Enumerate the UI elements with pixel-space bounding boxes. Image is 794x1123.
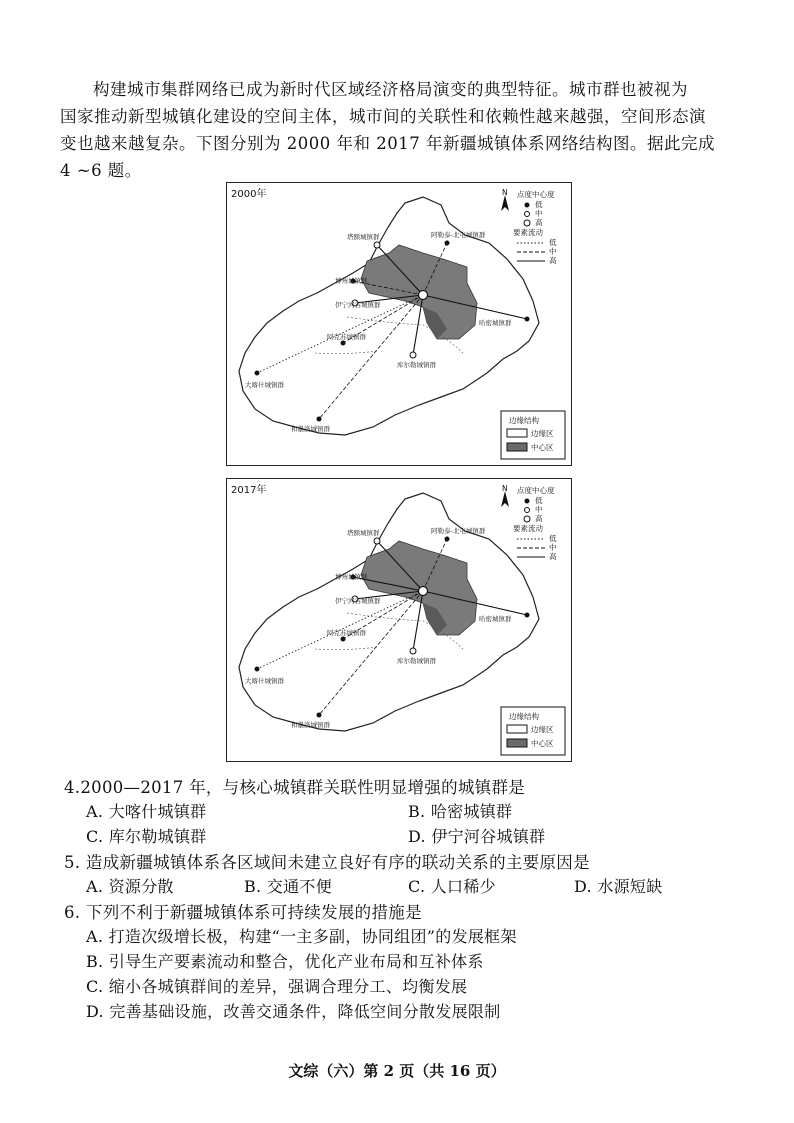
north-arrow-icon [501,484,509,507]
q6-option-c[interactable]: C. 缩小各城镇群间的差异，强调合理分工、均衡发展 [86,977,468,996]
legend-edge-swatch [507,429,527,437]
legend-structure [501,707,565,755]
legend-node-symbol [525,508,530,513]
map-year: 2000年 [231,189,267,200]
legend-top [513,189,557,265]
city-node-altay [445,537,449,541]
legend-text: 要素流动 [513,228,543,237]
city-node-altay [445,241,449,245]
city-node-tacheng [374,242,380,248]
legend-text: 中 [549,543,557,552]
legend-node-symbol [524,516,530,522]
q5-option-c[interactable]: C. 人口稀少 [408,877,496,896]
city-label-yining: 伊宁河谷城镇群 [335,301,381,309]
svg-text:N: N [502,484,508,493]
question-4-stem: 4.2000—2017 年，与核心城镇群关联性明显增强的城镇群是 [64,778,526,797]
legend-text: 高 [535,514,543,523]
q5-option-a[interactable]: A. 资源分散 [86,877,174,896]
q4-option-c[interactable]: C. 库尔勒城镇群 [86,827,207,846]
legend-text: 边缘区 [531,429,554,438]
city-label-hami: 哈密城镇群 [479,319,512,327]
city-node-tacheng [374,538,380,544]
legend-text: 边缘结构 [509,712,539,721]
legend-text: 点度中心度 [517,486,555,495]
city-label-tacheng: 塔额城镇群 [347,233,380,241]
legend-top [513,485,557,561]
legend-text: 边缘区 [531,725,554,734]
legend-center-swatch [507,739,527,747]
city-label-kashgar: 大喀什城镇群 [245,677,284,685]
legend-text: 高 [549,256,557,265]
q6-option-a[interactable]: A. 打造次级增长极，构建“一主多副，协同组团”的发展框架 [86,927,517,946]
city-label-aksu: 阿克苏城镇群 [327,629,366,637]
region-outline [239,493,539,731]
city-label-altay: 阿勒泰-北屯城镇群 [431,231,486,239]
legend-text: 中 [535,209,543,218]
legend-structure [501,411,565,459]
city-node-hotan [317,417,321,421]
legend-edge-swatch [507,725,527,733]
q6-option-b[interactable]: B. 引导生产要素流动和整合，优化产业布局和互补体系 [86,952,484,971]
legend-text: 低 [549,534,557,543]
city-label-bole: 博州城镇群 [335,277,368,285]
intro-line: 变也越来越复杂。下图分别为 2000 年和 2017 年新疆城镇体系网络结构图。据此完成 [60,134,715,153]
legend-text: 中心区 [531,739,554,748]
city-node-kashgar [255,371,259,375]
legend-text: 点度中心度 [517,190,555,199]
map-2000 [226,182,572,466]
city-node-korla [410,352,416,358]
city-label-bole: 博州城镇群 [335,573,368,581]
city-label-aksu: 阿克苏城镇群 [327,333,366,341]
city-label-yining: 伊宁河谷城镇群 [335,597,381,605]
legend-text: 高 [549,552,557,561]
city-label-hotan: 和墨洛城镇群 [291,721,330,729]
intro-line: 构建城市集群网络已成为新时代区域经济格局演变的典型特征。城市群也被视为 [93,80,688,99]
page-footer: 文综（六）第 2 页（共 16 页） [288,1062,506,1080]
city-node-kashgar [255,667,259,671]
city-label-hami: 哈密城镇群 [479,615,512,623]
q5-option-d[interactable]: D. 水源短缺 [574,877,663,896]
question-6-stem: 6. 下列不利于新疆城镇体系可持续发展的措施是 [64,903,422,922]
city-label-tacheng: 塔额城镇群 [347,529,380,537]
legend-text: 中心区 [531,443,554,452]
city-label-altay: 阿勒泰-北屯城镇群 [431,527,486,535]
q5-option-b[interactable]: B. 交通不便 [244,877,333,896]
city-node-aksu [341,637,345,641]
core-city-node [419,291,428,300]
city-node-korla [410,648,416,654]
legend-node-symbol [525,212,530,217]
core-city-node [419,587,428,596]
north-arrow-icon [501,188,509,211]
intro-paragraph [60,76,736,184]
city-label-korla: 库尔勒城镇群 [397,657,436,665]
legend-text: 低 [535,200,543,209]
intro-line: 国家推动新型城镇化建设的空间主体，城市间的关联性和依赖性越来越强，空间形态演 [60,107,706,126]
legend-center-swatch [507,443,527,451]
svg-text:N: N [502,188,508,197]
legend-text: 中 [549,247,557,256]
legend-text: 低 [535,496,543,505]
map-year: 2017年 [231,485,267,496]
legend-text: 低 [549,238,557,247]
legend-node-symbol [524,220,530,226]
intro-line: 4 ~6 题。 [60,161,142,180]
legend-text: 高 [535,218,543,227]
legend-node-symbol [525,499,529,503]
city-node-hotan [317,713,321,717]
city-node-hami [525,317,529,321]
legend-text: 要素流动 [513,524,543,533]
q4-option-a[interactable]: A. 大喀什城镇群 [86,802,207,821]
city-node-aksu [341,341,345,345]
city-label-korla: 库尔勒城镇群 [397,361,436,369]
question-5-stem: 5. 造成新疆城镇体系各区域间未建立良好有序的联动关系的主要原因是 [64,853,590,872]
city-label-hotan: 和墨洛城镇群 [291,425,330,433]
map-2017 [226,478,572,762]
legend-node-symbol [525,203,529,207]
city-node-hami [525,613,529,617]
region-outline [239,197,539,435]
legend-text: 中 [535,505,543,514]
q4-option-d[interactable]: D. 伊宁河谷城镇群 [408,827,546,846]
q6-option-d[interactable]: D. 完善基础设施，改善交通条件，降低空间分散发展限制 [86,1002,501,1021]
q4-option-b[interactable]: B. 哈密城镇群 [408,802,513,821]
legend-text: 边缘结构 [509,416,539,425]
city-label-kashgar: 大喀什城镇群 [245,381,284,389]
